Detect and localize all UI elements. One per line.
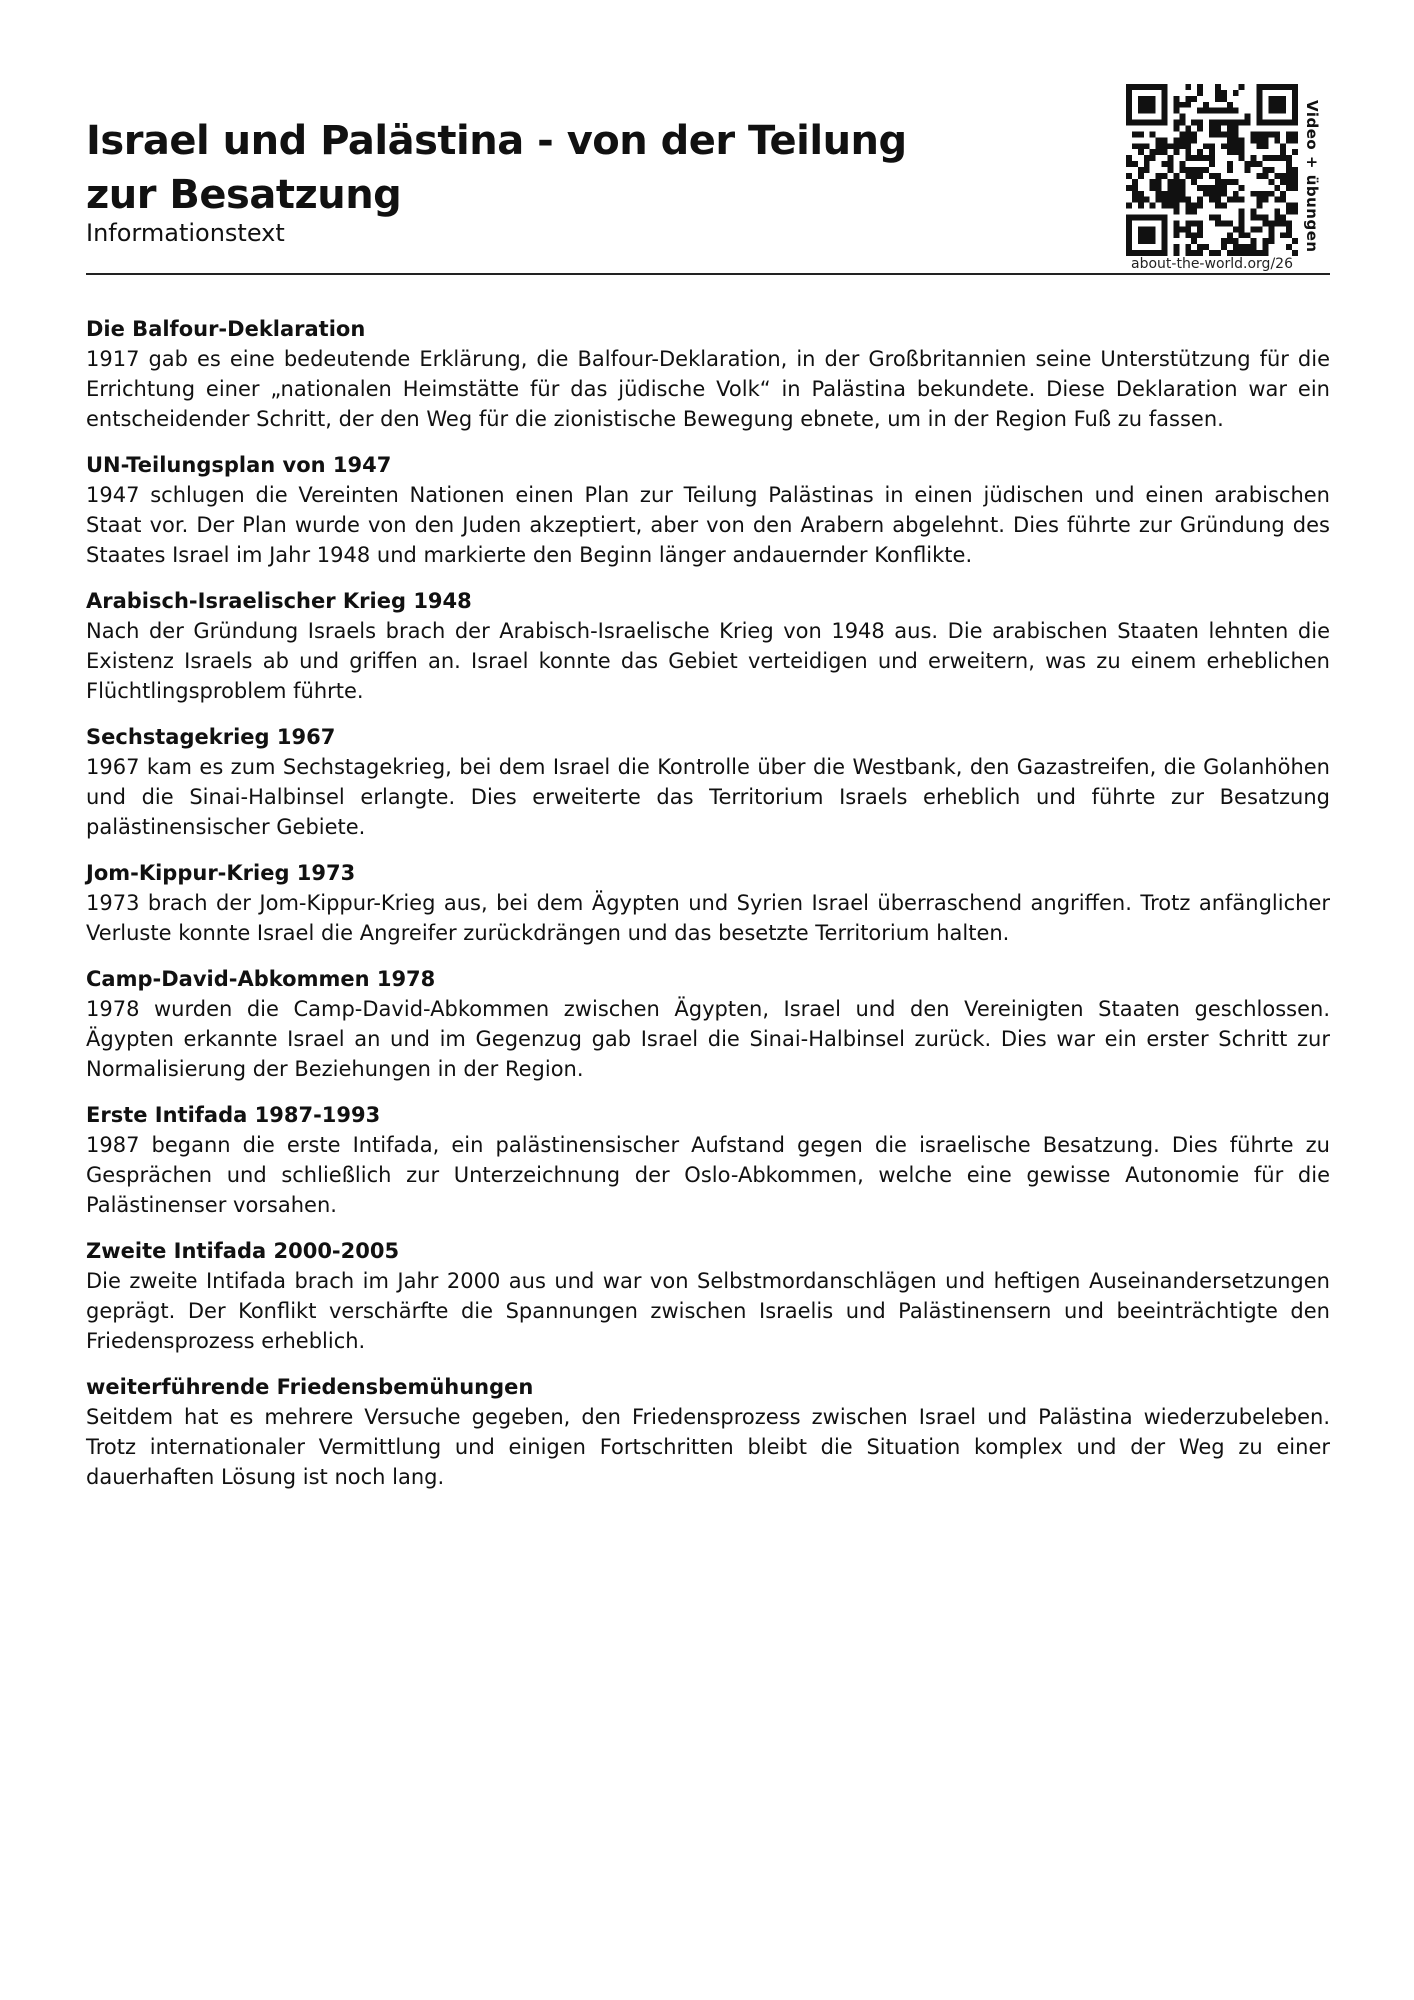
content <box>86 314 1330 1508</box>
section-heading: Die Balfour-Deklaration <box>86 317 366 341</box>
qr-side-label <box>1303 100 1333 253</box>
section-text: 1947 schlugen die Vereinten Nationen einen Plan zur Teilung Palästinas in einen jüdischen und einen arabischen Staat vor. Der Plan wurde von den Juden akzeptiert, aber von den Arabern abgelehnt. Dies führte zur Gründung des Staates Israel im Jahr 1948 und markierte den Beginn länger andauernder Konflikte. <box>86 483 1330 567</box>
section-war-1948 <box>86 586 1330 706</box>
section-heading: Erste Intifada 1987-1993 <box>86 1103 381 1127</box>
section-yom-kippur <box>86 858 1330 948</box>
section-text: Seitdem hat es mehrere Versuche gegeben, den Friedensprozess zwischen Israel und Palästina wiederzubeleben. Trotz internationaler Vermittlung und einigen Fortschritten bleibt die Situation komplex und der Weg zu einer dauerhaften Lösung ist noch lang. <box>86 1405 1330 1489</box>
section-text: 1978 wurden die Camp-David-Abkommen zwischen Ägypten, Israel und den Vereinigten Staaten geschlossen. Ägypten erkannte Israel an und im Gegenzug gab Israel die Sinai-Halbinsel zurück. Dies war ein erster Schritt zur Normalisierung der Beziehungen in der Region. <box>86 997 1330 1081</box>
section-un-plan <box>86 450 1330 570</box>
section-heading: Camp-David-Abkommen 1978 <box>86 967 436 991</box>
section-second-intifada <box>86 1236 1330 1356</box>
section-text: 1973 brach der Jom-Kippur-Krieg aus, bei dem Ägypten und Syrien Israel überraschend angriffen. Trotz anfänglicher Verluste konnte Israel die Angreifer zurückdrängen und das besetzte Territorium halten. <box>86 891 1330 945</box>
qr-code-graphic <box>1126 84 1298 256</box>
section-camp-david <box>86 964 1330 1084</box>
section-text: 1917 gab es eine bedeutende Erklärung, die Balfour-Deklaration, in der Großbritannien seine Unterstützung für die Errichtung einer „nationalen Heimstätte für das jüdische Volk“ in Palästina bekundete. Diese Deklaration war ein entscheidender Schritt, der den Weg für die zionistische Bewegung ebnete, um in der Region Fuß zu fassen. <box>86 347 1330 431</box>
section-peace-efforts <box>86 1372 1330 1492</box>
page-subtitle: Informationstext <box>86 219 285 247</box>
section-six-day-war <box>86 722 1330 842</box>
section-text: Die zweite Intifada brach im Jahr 2000 aus und war von Selbstmordanschlägen und heftigen Auseinandersetzungen geprägt. Der Konflikt verschärfte die Spannungen zwischen Israelis und Palästinensern und beeinträchtigte den Friedensprozess erheblich. <box>86 1269 1330 1353</box>
section-heading: Zweite Intifada 2000-2005 <box>86 1239 400 1263</box>
header-divider <box>86 273 1330 275</box>
qr-code-icon[interactable] <box>1126 84 1298 256</box>
section-heading: UN-Teilungsplan von 1947 <box>86 453 392 477</box>
section-text: 1987 begann die erste Intifada, ein palästinensischer Aufstand gegen die israelische Besatzung. Dies führte zu Gesprächen und schließlich zur Unterzeichnung der Oslo-Abkommen, welche eine gewisse Autonomie für die Palästinenser vorsahen. <box>86 1133 1330 1217</box>
section-heading: weiterführende Friedensbemühungen <box>86 1375 534 1399</box>
qr-url: about-the-world.org/26 <box>1131 256 1293 272</box>
qr-side-label-text: Video + übungen <box>1303 100 1321 253</box>
section-first-intifada <box>86 1100 1330 1220</box>
section-heading: Arabisch-Israelischer Krieg 1948 <box>86 589 472 613</box>
section-heading: Sechstagekrieg 1967 <box>86 725 336 749</box>
section-text: Nach der Gründung Israels brach der Arabisch-Israelische Krieg von 1948 aus. Die arabischen Staaten lehnten die Existenz Israels ab und griffen an. Israel konnte das Gebiet verteidigen und erweitern, was zu einem erheblichen Flüchtlingsproblem führte. <box>86 619 1330 703</box>
section-heading: Jom-Kippur-Krieg 1973 <box>86 861 356 885</box>
page-title: Israel und Palästina - von der Teilung zur Besatzung <box>86 118 907 218</box>
section-balfour <box>86 314 1330 434</box>
section-text: 1967 kam es zum Sechstagekrieg, bei dem Israel die Kontrolle über die Westbank, den Gazastreifen, die Golanhöhen und die Sinai-Halbinsel erlangte. Dies erweiterte das Territorium Israels erheblich und führte zur Besatzung palästinensischer Gebiete. <box>86 755 1330 839</box>
